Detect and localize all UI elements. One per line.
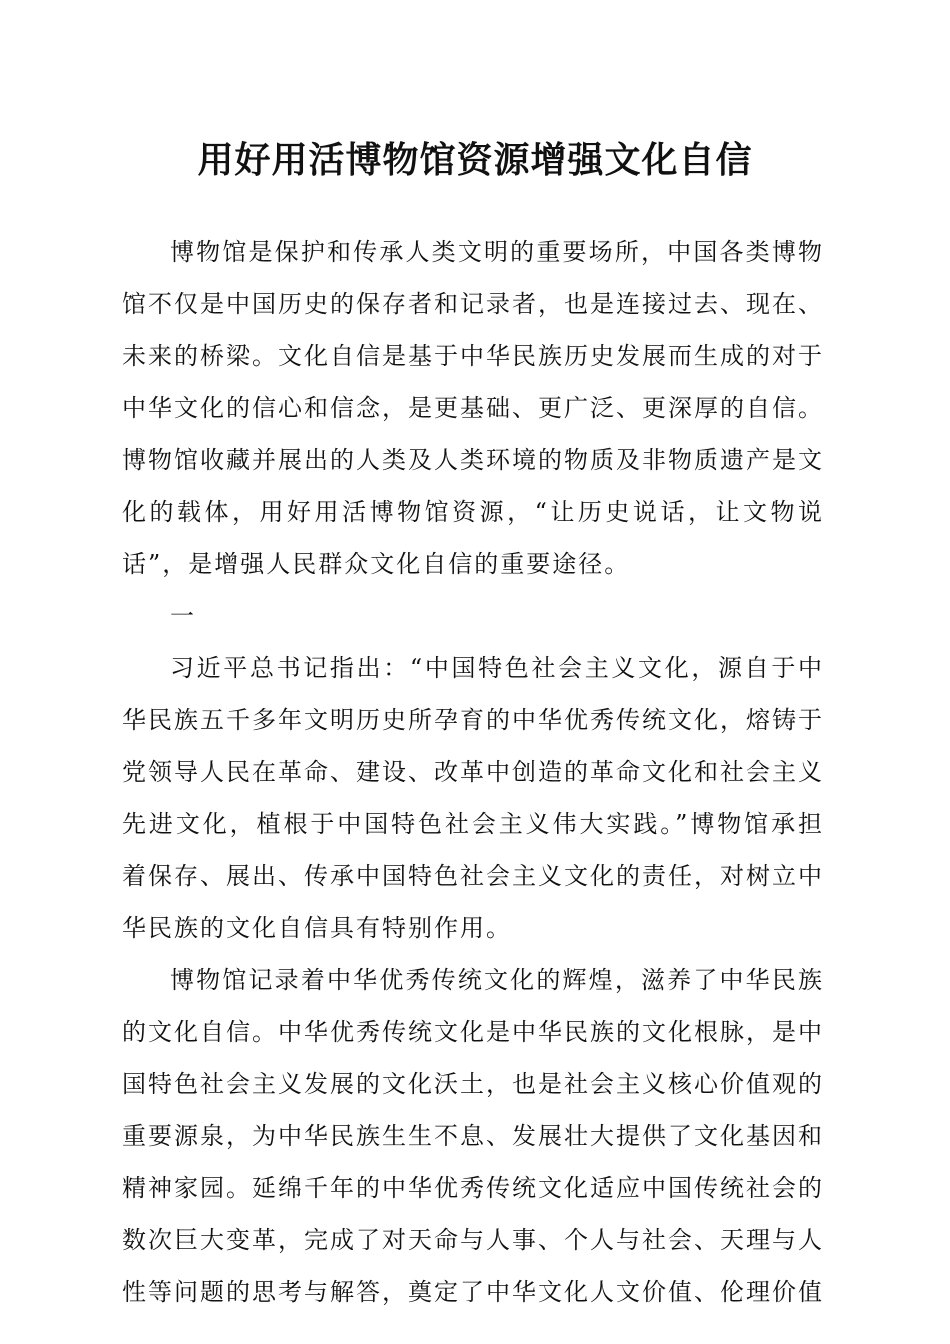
paragraph-quote: 习近平总书记指出：“中国特色社会主义文化，源自于中华民族五千多年文明历史所孕育的中华优秀传统文化，熔铸于党领导人民在革命、建设、改革中创造的革命文化和社会主义先进文化，植根于中国特色社会主义伟大实践。”博物馆承担着保存、展出、传承中国特色社会主义文化的责任，对树立中华民族的文化自信具有特别作用。 bbox=[122, 654, 824, 942]
paragraph-tradition: 博物馆记录着中华优秀传统文化的辉煌，滋养了中华民族的文化自信。中华优秀传统文化是中华民族的文化根脉，是中国特色社会主义发展的文化沃土，也是社会主义核心价值观的重要源泉，为中华民族生生不息、发展壮大提供了文化基因和精神家园。延绵千年的中华优秀传统文化适应中国传统社会的数次巨大变革，完成了对天命与人事、个人与社会、天理与人性等问题的思考与解答，奠定了中华文化人文价值、伦理价值 bbox=[122, 966, 824, 1306]
paragraph-intro: 博物馆是保护和传承人类文明的重要场所，中国各类博物馆不仅是中国历史的保存者和记录者，也是连接过去、现在、未来的桥梁。文化自信是基于中华民族历史发展而生成的对于中华文化的信心和信念，是更基础、更广泛、更深厚的自信。博物馆收藏并展出的人类及人类环境的物质及非物质遗产是文化的载体，用好用活博物馆资源，“让历史说话，让文物说话”，是增强人民群众文化自信的重要途径。 bbox=[122, 238, 824, 578]
section-number: 一 bbox=[170, 602, 194, 630]
document-body bbox=[122, 226, 824, 1318]
document-title: 用好用活博物馆资源增强文化自信 bbox=[197, 139, 753, 181]
